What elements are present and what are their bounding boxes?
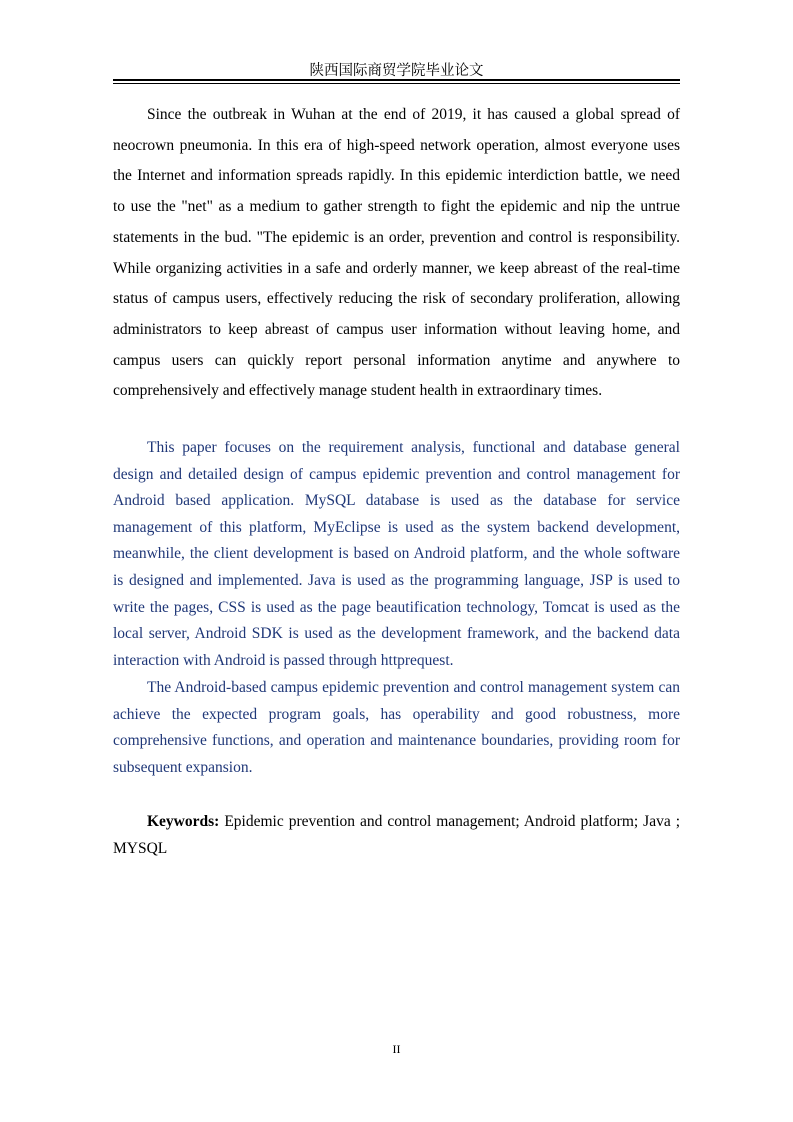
header-rule-thin xyxy=(113,83,680,84)
keywords-label: Keywords: xyxy=(147,813,220,830)
header-rule-thick xyxy=(113,79,680,81)
page-header-title: 陕西国际商贸学院毕业论文 xyxy=(309,63,484,79)
abstract-paragraph-2: This paper focuses on the requirement analysis, functional and database general design and detailed design of campus epidemic prevention and control management for Android based application. MySQL database is used as the database for service management of this platform, MyEclipse is used as the system backend development, meanwhile, the client development is based on Android platform, and the whole software is designed and implemented. Java is used as the programming language, JSP is used to write the pages, CSS is used as the page beautification technology, Tomcat is used as the local server, Android SDK is used as the development framework, and the backend data interaction with Android is passed through httprequest. xyxy=(113,439,680,669)
keywords-text: Epidemic prevention and control management; Android platform; Java ; MYSQL xyxy=(113,813,681,857)
abstract-paragraph-1: Since the outbreak in Wuhan at the end of 2019, it has caused a global spread of neocrown pneumonia. In this era of high-speed network operation, almost everyone uses the Internet and information spreads rapidly. In this epidemic interdiction battle, we need to use the "net" as a medium to gather strength to fight the epidemic and nip the untrue statements in the bud. "The epidemic is an order, prevention and control is responsibility. While organizing activities in a safe and orderly manner, we keep abreast of the real-time status of campus users, effectively reducing the risk of secondary proliferation, allowing administrators to keep abreast of campus user information without leaving home, and campus users can quickly report personal information anytime and anywhere to comprehensively and effectively manage student health in extraordinary times. xyxy=(113,106,680,400)
page-number: II xyxy=(392,1042,401,1056)
abstract-paragraph-3: The Android-based campus epidemic prevention and control management system can achieve the expected program goals, has operability and good robustness, more comprehensive functions, and operation and maintenance boundaries, providing room for subsequent expansion. xyxy=(113,679,680,776)
keywords-line xyxy=(113,808,680,862)
